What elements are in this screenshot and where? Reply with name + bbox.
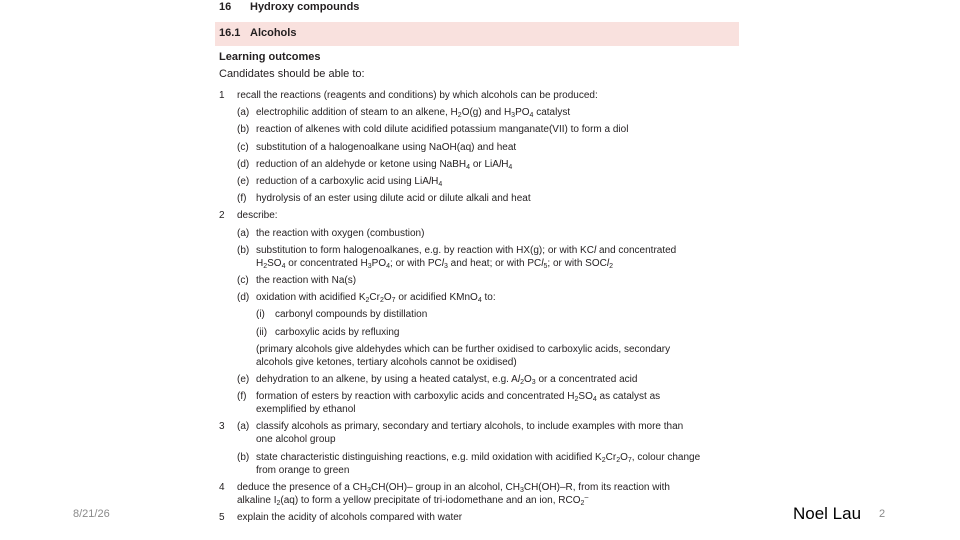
subitem-label: (ii) <box>256 326 268 338</box>
item-note: (primary alcohols give aldehydes which can be further oxidised to carboxylic acids, secondary <box>256 343 671 355</box>
item-label: (b) <box>237 124 250 136</box>
list-item-continued: one alcohol group <box>256 434 336 446</box>
candidates-intro: Candidates should be able to: <box>219 68 365 80</box>
item-label: (b) <box>237 451 250 463</box>
item-label: (a) <box>237 107 250 119</box>
subitem-label: (i) <box>256 309 265 321</box>
outcome-text: describe: <box>237 210 278 222</box>
outcome-text: explain the acidity of alcohols compared with water <box>237 512 463 523</box>
footer-author: Noel Lau <box>793 504 862 523</box>
item-label: (d) <box>237 158 250 170</box>
outcome-number: 5 <box>219 512 225 523</box>
subsection-banner <box>215 22 739 46</box>
list-item: reduction of an aldehyde or ketone using NaBH$_4$ or LiAlH$_4$ <box>256 158 513 171</box>
sub-list-item: carbonyl compounds by distillation <box>275 309 428 321</box>
list-item-continued: from orange to green <box>256 464 350 476</box>
item-label: (c) <box>237 275 249 286</box>
learning-outcomes-heading: Learning outcomes <box>219 51 321 63</box>
list-item: reduction of a carboxylic acid using LiAlH$_4$ <box>256 176 443 188</box>
item-label: (c) <box>237 141 249 153</box>
list-item: the reaction with Na(s) <box>256 275 357 286</box>
outcome-number: 3 <box>219 421 225 433</box>
outcome-text: deduce the presence of a $CH_3CH(OH)-$ group in an alcohol, $CH_3CH(OH)-R$, from its reaction with <box>237 481 670 494</box>
subsection-number: 16.1 <box>219 27 241 39</box>
outcome-text: recall the reactions (reagents and conditions) by which alcohols can be produced: <box>237 90 598 101</box>
list-item: the reaction with oxygen (combustion) <box>256 227 425 239</box>
outcome-number: 2 <box>219 210 225 222</box>
list-item: reaction of alkenes with cold dilute acidified potassium manganate(VII) to form a diol <box>256 124 629 136</box>
list-item: state characteristic distinguishing reactions, e.g. mild oxidation with acidified $K_2Cr_2O_7$, colour change <box>256 451 701 464</box>
outcome-number: 1 <box>219 90 225 101</box>
item-label: (a) <box>237 227 250 239</box>
subsection-heading <box>219 27 296 39</box>
item-label: (a) <box>237 421 250 433</box>
footer-page-number: 2 <box>879 508 886 520</box>
item-note: alcohols give ketones, tertiary alcohols cannot be oxidised) <box>256 356 517 368</box>
section-heading <box>219 1 359 13</box>
section-number: 16 <box>219 1 232 13</box>
outcome-number: 4 <box>219 481 225 493</box>
subsection-title: Alcohols <box>250 27 297 39</box>
sub-list-item: carboxylic acids by refluxing <box>275 326 400 338</box>
list-item: substitution of a halogenoalkane using NaOH(aq) and heat <box>256 141 517 153</box>
list-item: formation of esters by reaction with carboxylic acids and concentrated $H_2SO_4$ as catalyst as <box>256 391 661 404</box>
list-item: classify alcohols as primary, secondary and tertiary alcohols, to include examples with more than <box>256 421 684 433</box>
list-item-continued: exemplified by ethanol <box>256 404 356 416</box>
item-label: (f) <box>237 193 247 205</box>
item-label: (e) <box>237 176 250 187</box>
item-label: (b) <box>237 244 250 256</box>
list-item: oxidation with acidified $K_2Cr_2O_7$ or acidified KMnO$_4$ to: <box>256 292 496 305</box>
list-item-continued: $H_2SO_4$ or concentrated $H_3PO_4$; or with PCl$_3$ and heat; or with PCl$_5$; or with SOCl$_2$ <box>256 257 613 270</box>
list-item: hydrolysis of an ester using dilute acid or dilute alkali and heat <box>256 193 531 205</box>
item-label: (f) <box>237 391 247 403</box>
footer-date: 8/21/26 <box>73 508 110 520</box>
list-item: dehydration to an alkene, by using a heated catalyst, e.g. $Al_2O_3$ or a concentrated acid <box>256 374 638 386</box>
list-item: substitution to form halogenoalkanes, e.g. by reaction with HX(g); or with KCl and concentrated <box>256 244 677 256</box>
outcome-text-continued: alkaline $I_2(aq)$ to form a yellow precipitate of tri-iodomethane and an ion, $RCO_2^-$ <box>237 493 589 507</box>
list-item: electrophilic addition of steam to an alkene, $H_2O(g)$ and $H_3PO_4$ catalyst <box>256 107 571 120</box>
section-title: Hydroxy compounds <box>250 1 360 13</box>
item-label: (e) <box>237 374 250 385</box>
item-label: (d) <box>237 292 250 304</box>
